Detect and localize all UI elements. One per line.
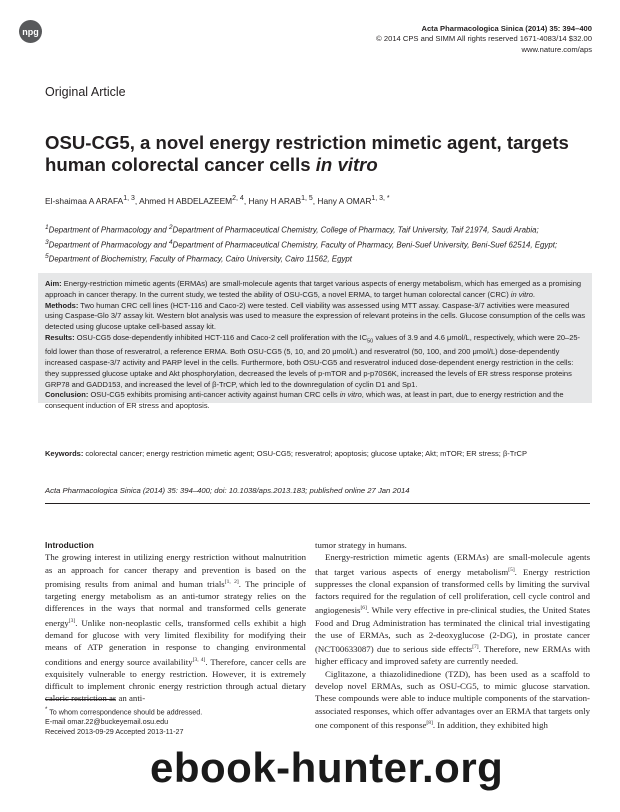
affiliation-mark: 2 — [168, 224, 173, 231]
keywords-text: colorectal cancer; energy restriction mimetic agent; OSU-CG5; resveratrol; apoptosis; glucose uptake; Akt; mTOR; ER stress; β-TrCP — [83, 449, 527, 458]
aim-text: Energy-restriction mimetic agents (ERMAs) are small-molecule agents that target various aspects of energy metabolism, which has emerged as a promising approach in cancer therapy. In the current study, we tested the ability of OSU-CG5, a novel ERMA, to target human colorectal cancer (CRC) — [45, 279, 582, 299]
watermark: ebook-hunter.org — [150, 744, 504, 791]
reference-mark[interactable]: [3] — [68, 617, 76, 624]
body-text: Ciglitazone, a thiazolidinedione (TZD), has been used as a scaffold to develop novel ERMAs, such as OSU-CG5, to mimic glucose starvation. These compounds were able to induce multiple components of the starvation-associated responses, which offer advantages over an ERMA that targets only one component of this response — [315, 668, 590, 730]
author-affiliation-mark: 1, 5 — [301, 195, 313, 202]
body-text: The growing interest in utilizing energy restriction without malnutrition as an approach for cancer therapy and prevention is based on the promising results from animal and human trials — [45, 552, 306, 589]
results-text-cont: values of 3.9 and 4.6 μmol/L, respectively, which were 20–25-fold lower than those of resveratrol, a reference ERMA. Both OSU-CG5 (5, 10, and 20 μmol/L) and resveratrol (50, 100, and 200 μmol/L) dose-dependently increased caspase-3/7 activity and PARP level in the cells. Furthermore, both OSU-CG5 and resveratrol induced dose-dependent energy restriction in the cells: they suppressed glucose uptake and Akt phosphorylation, decreased the levels of p-mTOR and p-p70S6K, increased the levels of ER stress response proteins GRP78 and GADD153, and increased the level of β-TrCP, which led to the downregulation of cyclin D1 and Sp1. — [45, 332, 581, 389]
introduction-heading: Introduction — [45, 540, 94, 550]
results-subscript: 50 — [367, 338, 374, 345]
keywords-label: Keywords: — [45, 449, 84, 458]
conclusion-text-cont: , which was, at least in part, due to energy restriction and the consequent induction of ER stress and apoptosis. — [45, 390, 564, 411]
body-column-right — [315, 539, 590, 731]
author-affiliation-mark: 1, 3 — [123, 195, 135, 202]
results-text: OSU-CG5 dose-dependently inhibited HCT-116 and Caco-2 cell proliferation with the IC — [76, 332, 368, 342]
author-list: El-shaimaa A ARAFA$^{1, 3}$, Ahmed H ABDELAZEEM$^{2, 4}$, Hany H ARAB$^{1, 5}$, Hany A $OMAR^{1, 3, *}$ — [45, 195, 390, 206]
aim-end: . — [532, 289, 535, 299]
journal-url[interactable]: www.nature.com/aps — [521, 44, 592, 54]
affiliation-mark: 5 — [45, 253, 49, 261]
body-text: . In addition, they exhibited high — [432, 719, 548, 730]
correspondence-email[interactable]: E-mail omar.22@buckeyemail.osu.edu — [45, 717, 169, 727]
results-label: Results: — [45, 332, 75, 342]
affiliation-text: Department of Pharmaceutical Chemistry, College of Pharmacy, Taif University, Taif 21974, Saudi Arabia; — [172, 225, 539, 235]
received-accepted-dates: Received 2013-09-29 Accepted 2013-11-27 — [45, 727, 184, 737]
footnote-star: * — [45, 707, 48, 713]
conclusion-text: OSU-CG5 exhibits promising anti-cancer activity against human CRC cells — [90, 390, 340, 400]
journal-citation-line: Acta Pharmacologica Sinica (2014) 35: 394–400 — [421, 24, 592, 33]
article-title — [45, 132, 605, 176]
body-column-left — [45, 539, 306, 705]
reference-mark[interactable]: [1, 2] — [224, 578, 239, 585]
logo-text: npg — [22, 26, 39, 37]
methods-text: Two human CRC cell lines (HCT-116 and Caco-2) were tested. Cell viability was assessed using MTT assay. Caspase-3/7 activities were measured using Caspase-Glo 3/7 assay kit. Western blot analysis was used to measure the expression of relevant proteins in the cells. Glucose consumption of the cells was detected using glucose uptake cell-based assay kit. — [45, 300, 586, 332]
title-italic: in vitro — [315, 154, 378, 175]
reference-mark[interactable]: [5] — [508, 566, 515, 573]
conclusion-label: Conclusion: — [45, 390, 89, 400]
body-text: Energy-restriction mimetic agents (ERMAs) are small-molecule agents that target various aspects of energy metabolism — [315, 552, 590, 577]
reference-mark[interactable]: [7] — [472, 644, 479, 651]
npg-logo — [19, 20, 42, 43]
author-name: Hany A OMAR — [317, 195, 372, 206]
author-name: El-shaimaa A ARAFA — [45, 195, 124, 206]
author-name: Ahmed H ABDELAZEEM — [139, 195, 233, 206]
aim-italic: in vitro — [510, 289, 533, 299]
methods-label: Methods: — [45, 300, 79, 310]
affiliation-mark: 4 — [168, 238, 173, 246]
abstract-results — [45, 333, 586, 390]
author-affiliation-mark: 1, 3, * — [371, 195, 390, 202]
abstract-methods — [45, 301, 586, 333]
body-text: . Therefore, cancer cells are exquisitely vulnerable to energy restriction. However, it is extremely difficult to implement chronic energy restriction through actual dietary caloric restriction as an anti- — [45, 656, 306, 704]
body-paragraph — [315, 668, 590, 731]
title-main: OSU-CG5, a novel energy restriction mimetic agent, targets human colorectal cancer cells — [45, 132, 569, 175]
correspondence-footnote — [45, 705, 202, 737]
article-type: Original Article — [45, 85, 126, 99]
body-paragraph — [45, 551, 306, 704]
keywords — [45, 449, 585, 460]
affiliation-text: Department of Pharmacology and — [48, 225, 169, 235]
affiliation-mark: 1 — [45, 224, 49, 231]
abstract-conclusion — [45, 390, 586, 412]
reference-mark[interactable]: [3, 4] — [192, 656, 206, 663]
body-text: . Therefore, new ERMAs with higher efficacy and improved safety are currently needed. — [315, 644, 591, 667]
aim-label: Aim: — [45, 279, 62, 288]
body-paragraph — [315, 551, 590, 667]
body-text: . Unlike non-neoplastic cells, transformed cells exhibit a high demand for glucose with very limited flexibility for modifying their means of ATP generation in response to changing environmental conditions and energy source availability — [45, 617, 306, 667]
affiliation-mark: 3 — [45, 238, 49, 246]
reference-mark[interactable]: [6] — [360, 605, 367, 612]
affiliation-text: Department of Pharmacology and — [48, 240, 169, 250]
copyright-line: © 2014 CPS and SIMM All rights reserved 1671-4083/14 $32.00 — [376, 34, 592, 44]
affiliation-text: Department of Pharmaceutical Chemistry, Faculty of Pharmacy, Beni-Suef University, Beni-Suef 62514, Egypt; — [172, 240, 558, 250]
body-paragraph: tumor strategy in humans. — [315, 540, 407, 550]
author-name: Hany H ARAB — [248, 195, 302, 206]
body-text: . The principle of targeting energy metabolism as an anti-tumor strategy relies on the differences in the ways that normal and transformed cells generate energy — [45, 578, 306, 628]
affiliations — [45, 222, 585, 266]
body-text: . While very effective in pre-clinical studies, the United States Food and Drug Administration has terminated the clinical trial investigating the use of ERMAs, such as 2-deoxyglucose (2-DG), in prostate cancer (NCT00633087) due to serious side effects — [315, 605, 590, 655]
body-text: . Energy restriction suppresses the clonal expansion of transformed cells by limiting the survival factors required for the regulation of cell proliferation, cell cycle control and angiogenesis — [315, 566, 591, 616]
footnote-divider — [45, 699, 115, 700]
affiliation-text: Department of Biochemistry, Faculty of Pharmacy, Cairo University, Cairo 11562, Egypt — [48, 254, 352, 264]
footnote-line — [45, 705, 202, 717]
section-divider — [45, 503, 590, 504]
journal-header — [376, 24, 592, 55]
abstract — [45, 279, 586, 412]
footnote-text: To whom correspondence should be addressed. — [47, 707, 203, 717]
author-affiliation-mark: 2, 4 — [232, 195, 244, 202]
conclusion-italic: in vitro — [339, 390, 362, 400]
reference-mark[interactable]: [8] — [426, 719, 433, 726]
abstract-aim — [45, 279, 586, 301]
article-citation: Acta Pharmacologica Sinica (2014) 35: 394–400; doi: 10.1038/aps.2013.183; published online 27 Jan 2014 — [45, 486, 410, 495]
